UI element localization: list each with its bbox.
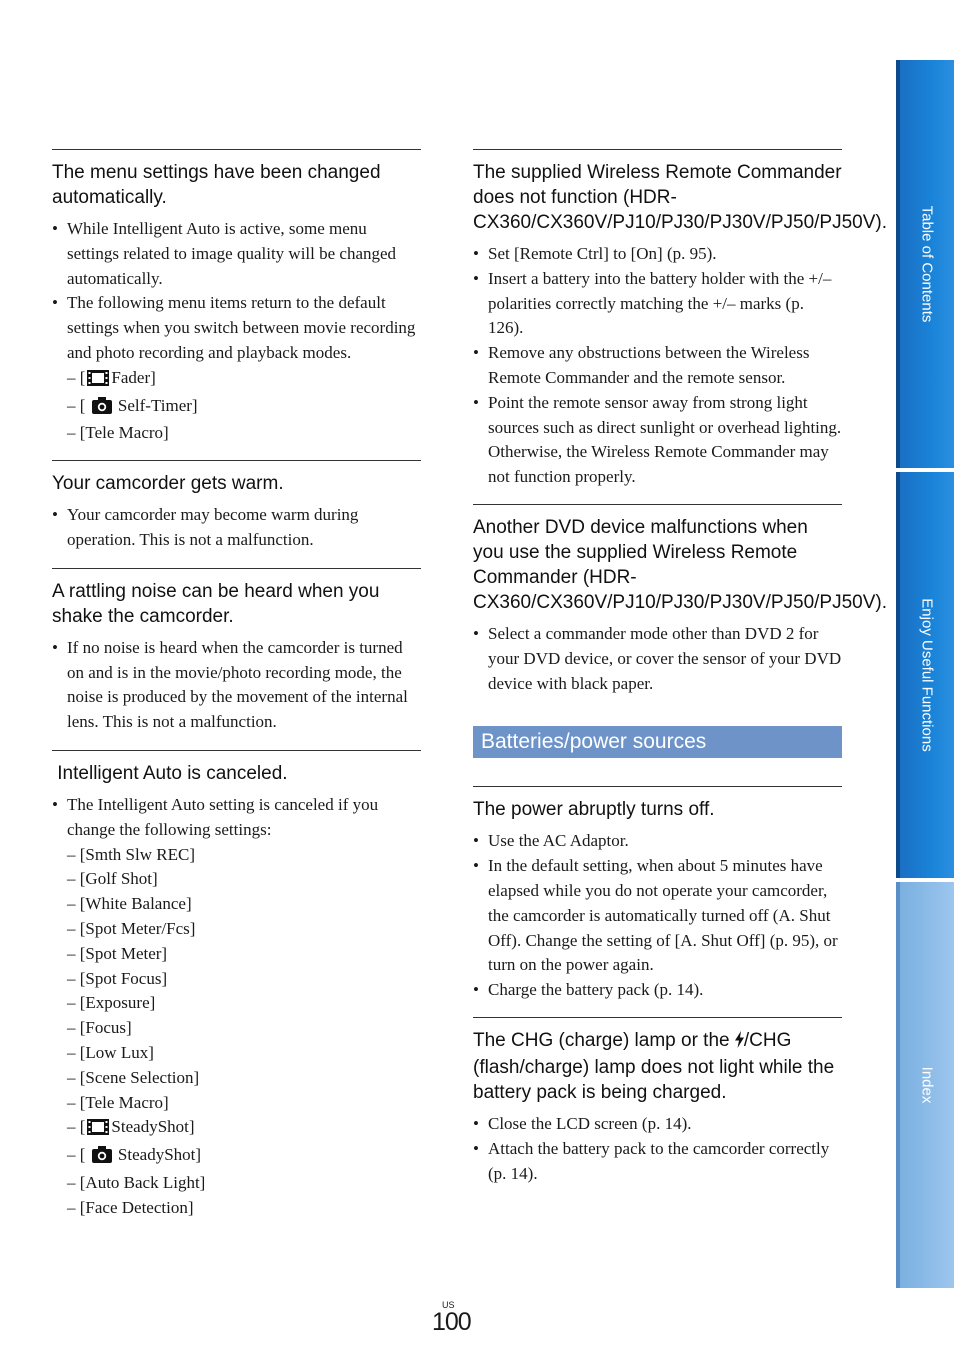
section-rattling-noise — [52, 568, 421, 735]
section-title: The menu settings have been changed automatically. — [52, 162, 381, 208]
sub-item: – [Spot Meter] — [67, 943, 168, 963]
bullet-text: The following menu items return to the default settings when you switch between movie recording and photo recording and playback modes. — [67, 293, 416, 362]
right-column — [473, 149, 888, 1186]
tab-label: Enjoy Useful Functions — [918, 598, 936, 752]
category-banner: Batteries/power sources — [473, 726, 842, 758]
sub-item: – [Low Lux] — [67, 1042, 154, 1062]
sub-item: – [Auto Back Light] — [67, 1172, 206, 1192]
bullet-item: • Your camcorder may become warm during operation. This is not a malfunction. — [52, 503, 421, 553]
section-title: The supplied Wireless Remote Commander does not function (HDR-CX360/CX360V/PJ10/PJ30/PJ30V/PJ50/PJ50V). — [473, 162, 888, 233]
section-dvd-device — [473, 504, 888, 696]
section-title: Your camcorder gets warm. — [52, 473, 284, 495]
bullet-item: • In the default setting, when about 5 minutes have elapsed while you do not operate your camcorder, the camcorder is automatically turned off (A. Shut Off). Change the setting of [A. Shut Off] (p. 95), or turn on the power again. — [473, 854, 842, 978]
bullet-item — [52, 291, 421, 446]
sub-item: – [Smth Slw REC] — [67, 844, 195, 864]
section-title: The power abruptly turns off. — [473, 799, 715, 821]
sub-item: – [Tele Macro] — [67, 1092, 169, 1112]
sub-item: – [Tele Macro] — [67, 423, 169, 443]
section-title: The CHG (charge) lamp or the /CHG (flash/charge) lamp does not light while the battery pack is being charged. — [473, 1029, 835, 1103]
flash-icon — [735, 1030, 744, 1055]
sub-item: – [Golf Shot] — [67, 869, 158, 889]
section-menu-settings — [52, 149, 421, 446]
tab-enjoy-useful-functions[interactable] — [896, 472, 954, 878]
tab-table-of-contents[interactable] — [896, 60, 954, 468]
tab-label: Index — [918, 1066, 936, 1104]
tab-label: Table of Contents — [918, 205, 936, 323]
bullet-text: The Intelligent Auto setting is canceled if you change the following settings: — [67, 794, 379, 839]
sub-item: – [Focus] — [67, 1018, 132, 1038]
bullet-item: • Use the AC Adaptor. — [473, 829, 842, 854]
sub-item: – [Scene Selection] — [67, 1067, 200, 1087]
region-code: US — [442, 1300, 455, 1310]
sub-item: – [Exposure] — [67, 993, 156, 1013]
camera-icon — [92, 1146, 112, 1171]
bullet-item: • Remove any obstructions between the Wireless Remote Commander and the remote sensor. — [473, 341, 842, 391]
bullet-item: • Close the LCD screen (p. 14). — [473, 1112, 842, 1137]
bullet-item: • Set [Remote Ctrl] to [On] (p. 95). — [473, 242, 842, 267]
sub-item: – [ Fader] — [67, 366, 421, 394]
page-number-value: 100 — [432, 1308, 471, 1336]
section-title: Intelligent Auto is canceled. — [52, 762, 288, 784]
bullet-item: • Select a commander mode other than DVD 2 for your DVD device, or cover the sensor of your DVD device with black paper. — [473, 622, 842, 696]
camera-icon — [92, 397, 112, 422]
film-icon — [87, 369, 109, 394]
tab-index[interactable] — [896, 882, 954, 1288]
bullet-item: • Point the remote sensor away from strong light sources such as direct sunlight or overhead lighting. Otherwise, the Wireless Remote Commander may not function properly. — [473, 391, 842, 490]
section-camcorder-warm — [52, 460, 421, 553]
section-chg-lamp — [473, 1017, 842, 1186]
section-title: Another DVD device malfunctions when you use the supplied Wireless Remote Commander (HDR-CX360/CX360V/PJ10/PJ30/PJ30V/PJ50/PJ50V). — [473, 516, 888, 613]
bullet-item: • While Intelligent Auto is active, some menu settings related to image quality will be changed automatically. — [52, 217, 421, 291]
sub-item: – [White Balance] — [67, 894, 192, 914]
section-intelligent-auto-canceled — [52, 750, 421, 1221]
sub-item: – [ Self-Timer] — [67, 394, 421, 422]
bullet-item: • Attach the battery pack to the camcorder correctly (p. 14). — [473, 1137, 842, 1187]
bullet-item: • Insert a battery into the battery holder with the +/– polarities correctly matching the +/– marks (p. 126). — [473, 267, 842, 341]
bullet-item: • If no noise is heard when the camcorder is turned on and is in the movie/photo recording mode, the noise is produced by the movement of the internal lens. This is not a malfunction. — [52, 636, 421, 735]
sub-item: – [ SteadyShot] — [67, 1115, 421, 1143]
section-remote-commander — [473, 149, 888, 490]
film-icon — [87, 1118, 109, 1143]
section-title: A rattling noise can be heard when you shake the camcorder. — [52, 580, 380, 627]
sub-item: – [Spot Focus] — [67, 968, 168, 988]
sub-item: – [ SteadyShot] — [67, 1143, 421, 1171]
bullet-item — [52, 793, 421, 1221]
section-power-off — [473, 786, 842, 1003]
sub-item: – [Spot Meter/Fcs] — [67, 918, 196, 938]
bullet-item: • Charge the battery pack (p. 14). — [473, 978, 842, 1003]
sub-item: – [Face Detection] — [67, 1197, 194, 1217]
left-column — [52, 149, 421, 1221]
